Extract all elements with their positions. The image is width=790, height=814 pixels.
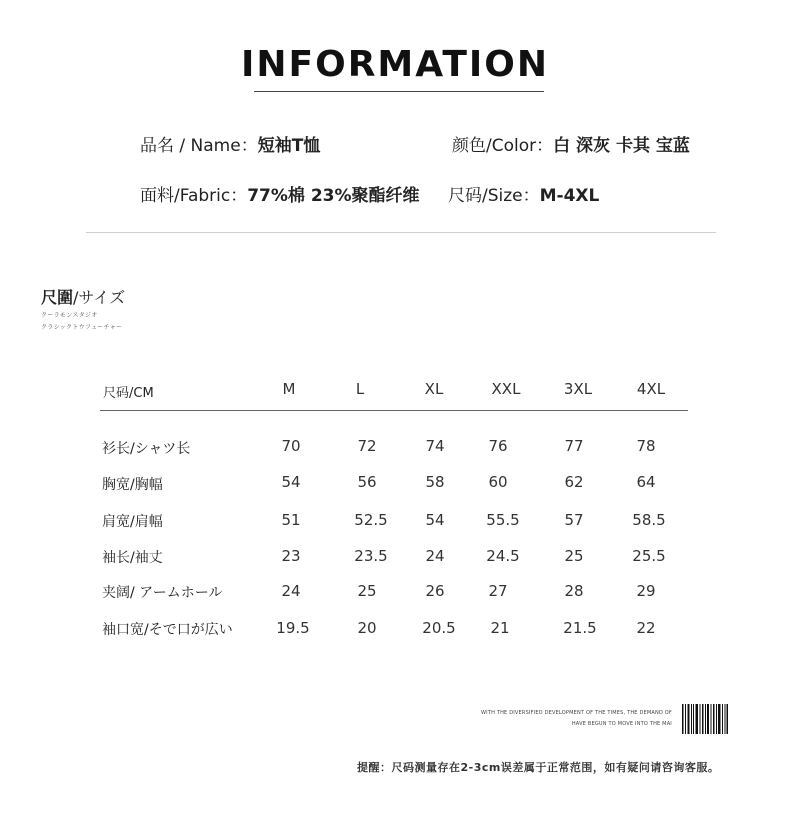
info-fabric-value: 77%棉 23%聚酯纤维: [247, 186, 420, 206]
table-cell: 76: [488, 437, 508, 455]
table-cell: 23.5: [354, 547, 388, 565]
info-divider: [86, 232, 716, 233]
table-cell: 77: [564, 437, 584, 455]
table-cell: 57: [564, 511, 584, 529]
table-cell: 78: [636, 437, 656, 455]
table-cell: 70: [281, 437, 301, 455]
info-color-value: 白 深灰 卡其 宝蓝: [553, 136, 690, 156]
page-title: INFORMATION: [240, 44, 549, 85]
column-header-l: L: [355, 380, 365, 398]
row-label-cuff-width: 袖口宽/そで口が広い: [102, 622, 233, 638]
table-cell: 60: [488, 473, 508, 491]
size-section-title-rest: /サイズ: [73, 288, 126, 307]
footer-tagline-1: WITH THE DIVERSIFIED DEVELOPMENT OF THE TIMES, THE DEMAND OF: [481, 710, 672, 716]
table-cell: 58: [425, 473, 445, 491]
table-cell: 52.5: [354, 511, 388, 529]
size-tolerance-note: 提醒：尺码测量存在2-3cm误差属于正常范围，如有疑问请咨询客服。: [357, 761, 720, 774]
table-cell: 64: [636, 473, 656, 491]
info-name-value: 短袖T恤: [257, 136, 321, 156]
info-size-label: 尺码/Size：: [448, 186, 540, 206]
table-cell: 62: [564, 473, 584, 491]
table-cell: 54: [425, 511, 445, 529]
table-cell: 72: [357, 437, 377, 455]
info-color-label: 颜色/Color：: [452, 136, 554, 156]
info-fabric: [140, 181, 420, 206]
table-cell: 24: [425, 547, 445, 565]
table-cell: 19.5: [276, 619, 310, 637]
table-cell: 26: [425, 582, 445, 600]
table-cell: 54: [281, 473, 301, 491]
table-cell: 24.5: [486, 547, 520, 565]
table-cell: 27: [488, 582, 508, 600]
table-cell: 25: [357, 582, 377, 600]
column-header-3xl: 3XL: [563, 380, 593, 398]
barcode-icon: [682, 704, 728, 734]
title-underline: [254, 91, 544, 92]
table-header-rule: [100, 410, 688, 411]
size-section-title: [41, 285, 125, 308]
table-cell: 55.5: [486, 511, 520, 529]
table-cell: 58.5: [632, 511, 666, 529]
column-header-4xl: 4XL: [636, 380, 666, 398]
row-label-shoulder-width: 肩宽/肩幅: [102, 514, 163, 530]
column-header-m: M: [282, 380, 296, 398]
table-cell: 20: [357, 619, 377, 637]
row-label-shirt-length: 衫长/シャツ长: [102, 441, 191, 457]
table-cell: 22: [636, 619, 656, 637]
column-header-xxl: XXL: [491, 380, 521, 398]
size-section-subtitle-2: クラシックトウフューチャー: [41, 324, 123, 331]
info-color: [452, 131, 690, 156]
info-fabric-label: 面料/Fabric：: [140, 186, 248, 206]
table-cell: 28: [564, 582, 584, 600]
table-cell: 24: [281, 582, 301, 600]
footer-tagline-2: HAVE BEGUN TO MOVE INTO THE MAI: [571, 721, 672, 727]
row-label-armhole: 夹阔/ アームホール: [102, 585, 223, 601]
column-header-xl: XL: [424, 380, 444, 398]
size-section-title-strong: 尺圍: [41, 288, 74, 307]
table-unit-header: 尺码/CM: [103, 386, 154, 401]
table-cell: 20.5: [422, 619, 456, 637]
size-section-subtitle-1: クーラモンスタジオ: [41, 312, 98, 319]
table-cell: 25.5: [632, 547, 666, 565]
table-cell: 51: [281, 511, 301, 529]
row-label-sleeve-length: 袖长/袖丈: [102, 550, 163, 566]
table-cell: 25: [564, 547, 584, 565]
info-name-label: 品名 / Name：: [140, 136, 258, 156]
table-cell: 23: [281, 547, 301, 565]
table-cell: 74: [425, 437, 445, 455]
row-label-chest-width: 胸宽/胸幅: [102, 477, 163, 493]
info-size: [448, 181, 599, 206]
table-cell: 21: [490, 619, 510, 637]
table-cell: 29: [636, 582, 656, 600]
table-cell: 21.5: [563, 619, 597, 637]
table-cell: 56: [357, 473, 377, 491]
info-name: [140, 131, 320, 156]
info-size-value: M-4XL: [539, 186, 600, 206]
